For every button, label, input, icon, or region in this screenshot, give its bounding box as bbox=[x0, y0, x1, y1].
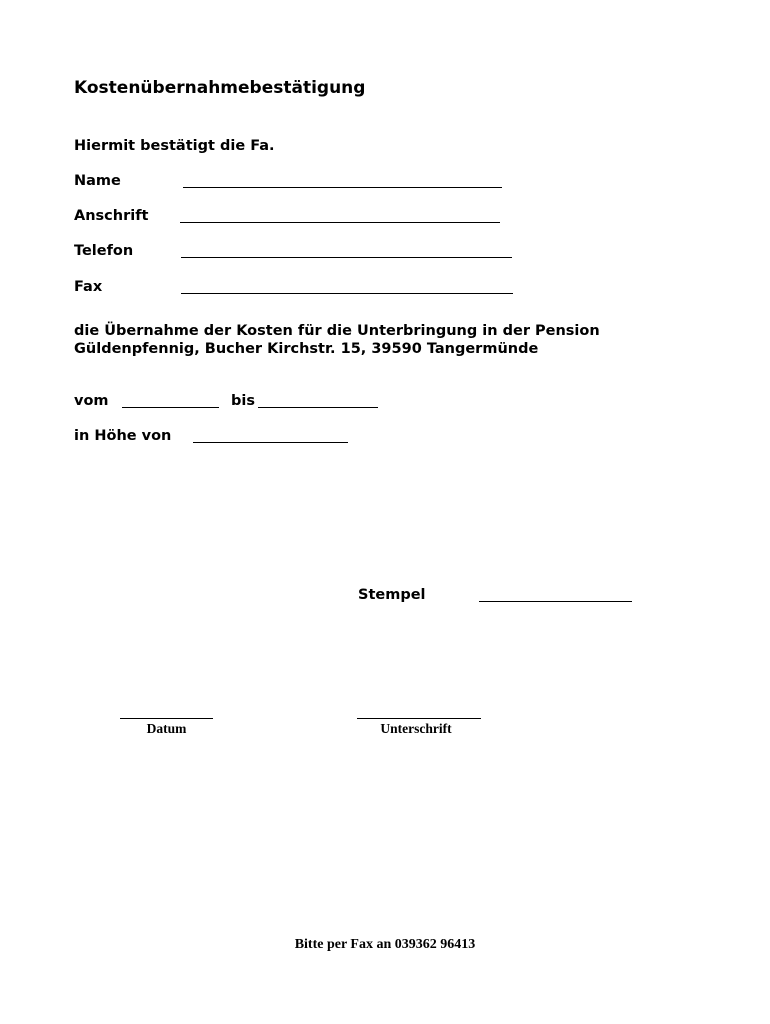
stamp-field-line[interactable] bbox=[479, 601, 632, 602]
from-date-line[interactable] bbox=[122, 407, 219, 408]
signature-label: Unterschrift bbox=[380, 721, 452, 736]
fax-field-line[interactable] bbox=[181, 293, 513, 294]
address-label: Anschrift bbox=[74, 208, 149, 224]
stamp-label: Stempel bbox=[358, 587, 426, 603]
date-label: Datum bbox=[146, 721, 187, 736]
purpose-line-2: Güldenpfennig, Bucher Kirchstr. 15, 39590 Tangermünde bbox=[74, 341, 539, 357]
purpose-text bbox=[74, 322, 694, 358]
amount-field-line[interactable] bbox=[193, 442, 348, 443]
signature-line[interactable] bbox=[357, 718, 481, 719]
name-label: Name bbox=[74, 173, 121, 189]
amount-label: in Höhe von bbox=[74, 428, 172, 444]
date-line[interactable] bbox=[120, 718, 213, 719]
to-label: bis bbox=[231, 393, 255, 409]
document-title: Kostenübernahmebestätigung bbox=[74, 78, 366, 98]
phone-field-line[interactable] bbox=[181, 257, 512, 258]
address-field-line[interactable] bbox=[180, 222, 500, 223]
purpose-line-1: die Übernahme der Kosten für die Unterbringung in der Pension bbox=[74, 323, 600, 339]
fax-label: Fax bbox=[74, 279, 103, 295]
intro-text: Hiermit bestätigt die Fa. bbox=[74, 138, 275, 154]
phone-label: Telefon bbox=[74, 243, 134, 259]
name-field-line[interactable] bbox=[183, 187, 502, 188]
to-date-line[interactable] bbox=[258, 407, 378, 408]
from-label: vom bbox=[74, 393, 109, 409]
footer-fax-note: Bitte per Fax an 039362 96413 bbox=[294, 937, 476, 952]
